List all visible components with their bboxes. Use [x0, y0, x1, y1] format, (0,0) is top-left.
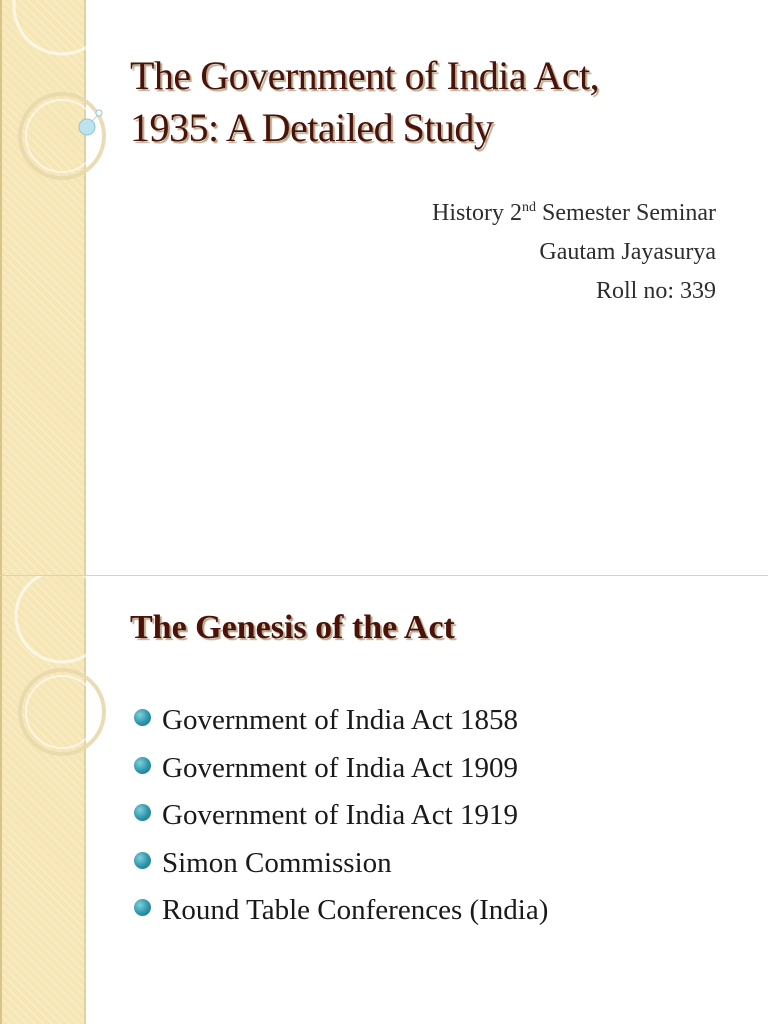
title-line-1: The Government of India Act,: [130, 53, 600, 98]
list-item-text: Round Table Conferences (India): [162, 894, 549, 926]
roll-number: Roll no: 339: [595, 278, 716, 304]
bullet-icon: [134, 852, 151, 869]
bullet-icon: [134, 709, 151, 726]
list-item: [134, 795, 548, 843]
list-item-text: Government of India Act 1858: [162, 704, 518, 736]
bullet-icon: [134, 899, 151, 916]
course-prefix: History 2: [432, 200, 523, 226]
decorative-circles: [0, 0, 130, 200]
author-name: Gautam Jayasurya: [539, 239, 716, 265]
slide-2: [0, 576, 768, 1024]
slide-title: [130, 50, 599, 154]
title-line-2: 1935: A Detailed Study: [130, 105, 494, 150]
list-item-text: Government of India Act 1909: [162, 751, 518, 784]
list-item: [134, 700, 548, 748]
slide-divider: [0, 575, 768, 576]
course-suffix: Semester Seminar: [536, 200, 716, 226]
course-line: [432, 194, 716, 233]
list-item: [134, 748, 548, 796]
list-item: [134, 890, 548, 938]
list-item: [134, 843, 548, 891]
list-item-text: Simon Commission: [162, 846, 392, 879]
subtitle-block: [432, 194, 716, 311]
bullet-icon: [134, 804, 151, 821]
ordinal-suffix: nd: [522, 200, 537, 215]
list-item-text: Government of India Act 1919: [162, 799, 518, 831]
bullet-list: [134, 700, 548, 938]
bullet-icon: [134, 757, 151, 774]
slide-heading: The Genesis of the Act: [130, 609, 455, 646]
decorative-circles: [0, 576, 130, 776]
